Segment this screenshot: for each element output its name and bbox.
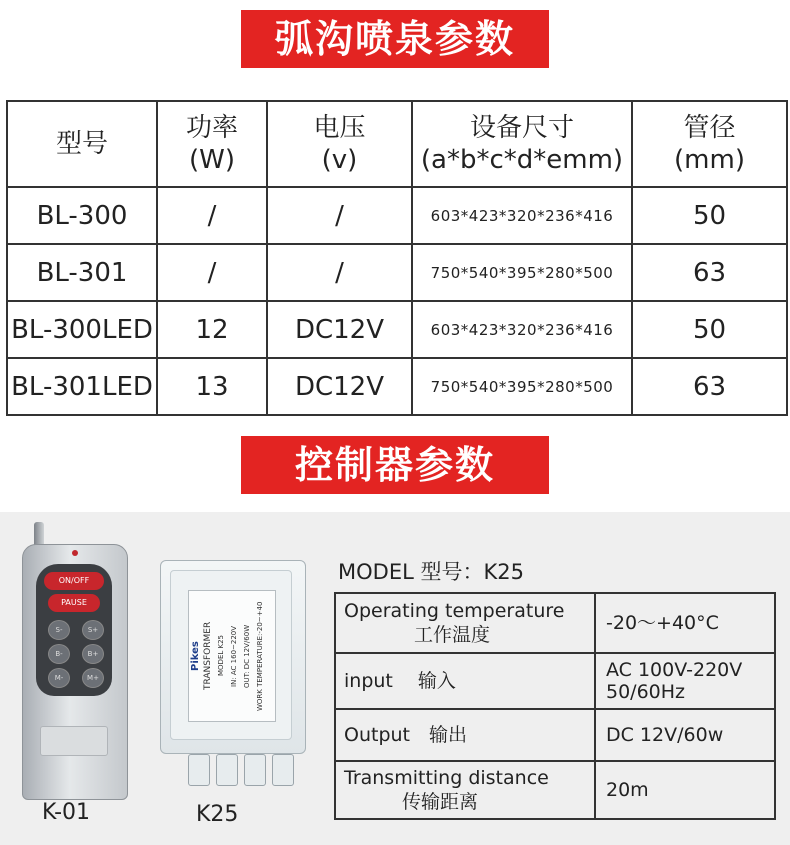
header-pipe-line1: 管径	[683, 113, 736, 143]
label-line2: IN: AC 160~220V	[230, 625, 238, 687]
table-row	[335, 593, 775, 653]
header-size	[412, 101, 632, 187]
brand-logo: Pikes	[190, 641, 201, 671]
cable-gland	[216, 754, 238, 786]
header-model	[7, 101, 157, 187]
banner-fountain-params: 弧沟喷泉参数	[241, 10, 549, 68]
key-m-plus: M+	[82, 668, 104, 688]
spec-header-row	[7, 101, 787, 187]
cell-size: 603*423*320*236*416	[412, 301, 632, 358]
cell-power: 12	[157, 301, 267, 358]
key-m-minus: M-	[48, 668, 70, 688]
controller-spec-table	[334, 592, 776, 820]
table-row	[7, 244, 787, 301]
banner-controller-params: 控制器参数	[241, 436, 549, 494]
cell-model: BL-300LED	[7, 301, 157, 358]
header-size-line2: (a*b*c*d*emm)	[420, 145, 624, 175]
key-b-minus: B-	[48, 644, 70, 664]
label-en: Transmitting distance	[344, 767, 549, 789]
box-label	[188, 590, 276, 722]
label-transmitting-distance	[335, 761, 595, 819]
value-output: DC 12V/60w	[595, 709, 775, 761]
header-voltage-line2: (v)	[321, 145, 358, 175]
header-power-line2: (W)	[189, 145, 235, 175]
cell-size: 750*540*395*280*500	[412, 244, 632, 301]
cell-pipe: 50	[632, 301, 787, 358]
cell-power: /	[157, 187, 267, 244]
cell-pipe: 50	[632, 187, 787, 244]
cable-gland	[188, 754, 210, 786]
cell-model: BL-300	[7, 187, 157, 244]
header-voltage	[267, 101, 412, 187]
pause-button: PAUSE	[48, 594, 100, 612]
label-en: Operating temperature	[344, 600, 565, 622]
spec-table	[6, 100, 788, 416]
cell-size: 603*423*320*236*416	[412, 187, 632, 244]
transformer-box-image	[158, 558, 308, 790]
table-row	[7, 301, 787, 358]
cell-model: BL-301	[7, 244, 157, 301]
label-cn: 工作温度	[414, 624, 491, 646]
header-pipe	[632, 101, 787, 187]
led-indicator	[72, 550, 78, 556]
header-power-line1: 功率	[185, 113, 238, 143]
value-operating-temp: -20～+40°C	[595, 593, 775, 653]
model-line: MODEL 型号：K25	[338, 560, 524, 584]
key-s-minus: S-	[48, 620, 70, 640]
label-input: input 输入	[335, 653, 595, 709]
label-operating-temp	[335, 593, 595, 653]
header-voltage-line1: 电压	[313, 113, 366, 143]
header-size-line1: 设备尺寸	[469, 113, 574, 143]
remote-caption: K-01	[42, 800, 91, 825]
table-row	[335, 761, 775, 819]
cell-power: 13	[157, 358, 267, 415]
key-s-plus: S+	[82, 620, 104, 640]
value-transmitting-distance: 20m	[595, 761, 775, 819]
remote-window	[40, 726, 108, 756]
label-cn: 传输距离	[402, 791, 479, 813]
value-input: AC 100V-220V 50/60Hz	[595, 653, 775, 709]
table-row	[7, 358, 787, 415]
cell-model: BL-301LED	[7, 358, 157, 415]
cell-voltage: /	[267, 244, 412, 301]
label-output: Output 输出	[335, 709, 595, 761]
remote-control-image	[20, 520, 132, 800]
cell-size: 750*540*395*280*500	[412, 358, 632, 415]
key-b-plus: B+	[82, 644, 104, 664]
on-off-button: ON/OFF	[44, 572, 104, 590]
cell-pipe: 63	[632, 244, 787, 301]
table-row	[7, 187, 787, 244]
label-line1: MODEL K25	[217, 635, 225, 677]
cell-voltage: /	[267, 187, 412, 244]
table-row	[335, 709, 775, 761]
cell-pipe: 63	[632, 358, 787, 415]
cable-gland	[272, 754, 294, 786]
table-row	[335, 653, 775, 709]
cell-voltage: DC12V	[267, 358, 412, 415]
header-model-text: 型号	[55, 129, 108, 159]
label-title: TRANSFORMER	[203, 621, 213, 691]
box-caption: K25	[196, 802, 239, 827]
cell-voltage: DC12V	[267, 301, 412, 358]
label-line3: OUT: DC 12V/60W	[243, 624, 251, 688]
label-line4: WORK TEMPERATURE:-20~+40	[256, 601, 264, 711]
cable-gland	[244, 754, 266, 786]
header-pipe-line2: (mm)	[674, 145, 745, 175]
cell-power: /	[157, 244, 267, 301]
header-power	[157, 101, 267, 187]
